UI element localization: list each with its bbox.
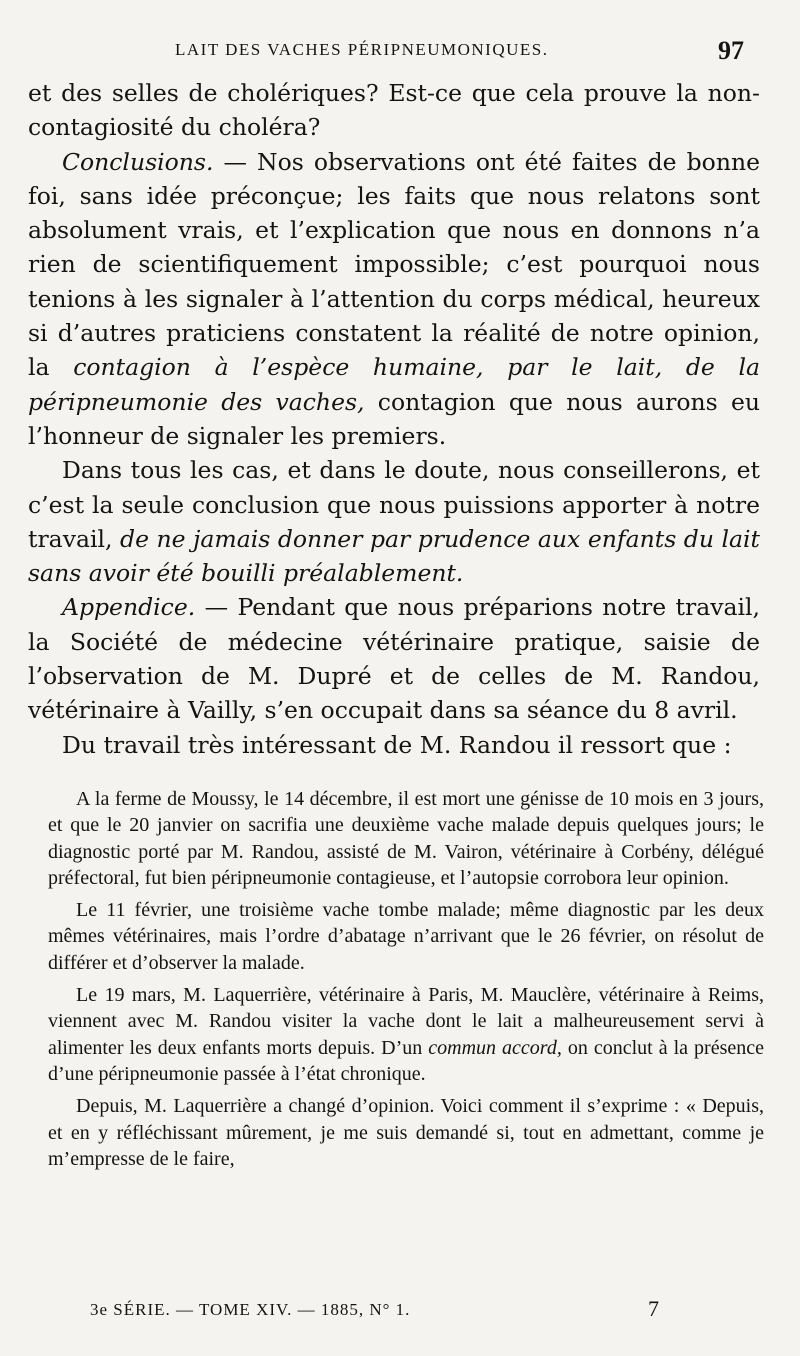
running-head: LAIT DES VACHES PÉRIPNEUMONIQUES.: [175, 40, 549, 59]
paragraph-text: — Pendant que nous préparions notre travail, la Société de médecine vétérinaire pratique, saisie de l’observation de M. Dupré et de celles de M. Randou, vétérinaire à Vailly, s’en occupait dans sa séance du 8 avril.: [28, 593, 760, 725]
emphasis-text: de ne jamais donner par prudence aux enfants du lait sans avoir été bouilli préalablement.: [28, 524, 761, 588]
paragraph-text: — Nos observations ont été faites de bonne foi, sans idée préconçue; les faits que nous relatons sont absolument vrais, et l’explication que nous en donnons n’a rien de scientifiquement impossible; c’est pourquoi nous tenions à les signaler à l’attention du corps médical, heureux si d’autres praticiens constatent la réalité de notre opinion, la: [28, 147, 760, 382]
report-text: Le 19 mars, M. Laquerrière, vétérinaire à Paris, M. Mauclère, vétérinaire à Reims, viennent avec M. Randou visiter la vache dont le lait a malheureusement servi à alimenter les deux enfants morts depuis. D’un: [48, 984, 764, 1059]
section-label: Conclusions.: [62, 147, 214, 176]
section-label: Appendice.: [62, 593, 196, 622]
report-paragraph: [48, 982, 764, 1087]
series-line: 3e SÉRIE. — TOME XIV. — 1885, N° 1.: [90, 1300, 411, 1319]
signature-mark: 7: [648, 1296, 659, 1321]
quoted-report: [48, 786, 764, 1172]
main-text: [28, 76, 760, 762]
page-footer: [0, 1296, 800, 1326]
report-paragraph: A la ferme de Moussy, le 14 décembre, il est mort une génisse de 10 mois en 3 jours, et que le 20 janvier on sacrifia une deuxième vache malade depuis quelques jours; le diagnostic porté par M. Randou, assisté de M. Vairon, vétérinaire à Corbény, délégué préfectoral, fut bien péripneumonie contagieuse, et l’autopsie corrobora leur opinion.: [48, 788, 764, 889]
paragraph-text: contagion que nous aurons eu l’honneur de signaler les premiers.: [28, 387, 760, 450]
emphasis-text: commun accord,: [428, 1036, 562, 1059]
paragraph-appendix: [28, 590, 760, 727]
report-text: on conclut à la présence d’une péripneumonie passée à l’état chronique.: [48, 1036, 764, 1085]
page-header: [0, 36, 800, 66]
page-number: 97: [718, 36, 744, 65]
report-paragraph: Depuis, M. Laquerrière a changé d’opinion. Voici comment il s’exprime : « Depuis, et en y réfléchissant mûrement, je me suis demandé si, tout en admettant, comme je m’empresse de le faire,: [48, 1095, 764, 1170]
paragraph-text: Dans tous les cas, et dans le doute, nous conseillerons, et c’est la seule conclusion que nous puissions apporter à notre travail,: [28, 456, 760, 553]
emphasis-text: contagion à l’espèce humaine, par le lait, de la péripneumonie des vaches,: [28, 353, 761, 416]
paragraph-recommendation: [28, 453, 760, 590]
paragraph: et des selles de cholériques? Est-ce que cela prouve la non-contagiosité du choléra?: [28, 79, 760, 142]
paragraph-conclusions: [28, 145, 760, 454]
paragraph: Du travail très intéressant de M. Randou il ressort que :: [62, 730, 732, 759]
report-paragraph: Le 11 février, une troisième vache tombe malade; même diagnostic par les deux mêmes vétérinaires, mais l’ordre d’abatage n’arrivant que le 26 février, on résolut de différer et d’observer la malade.: [48, 899, 764, 974]
